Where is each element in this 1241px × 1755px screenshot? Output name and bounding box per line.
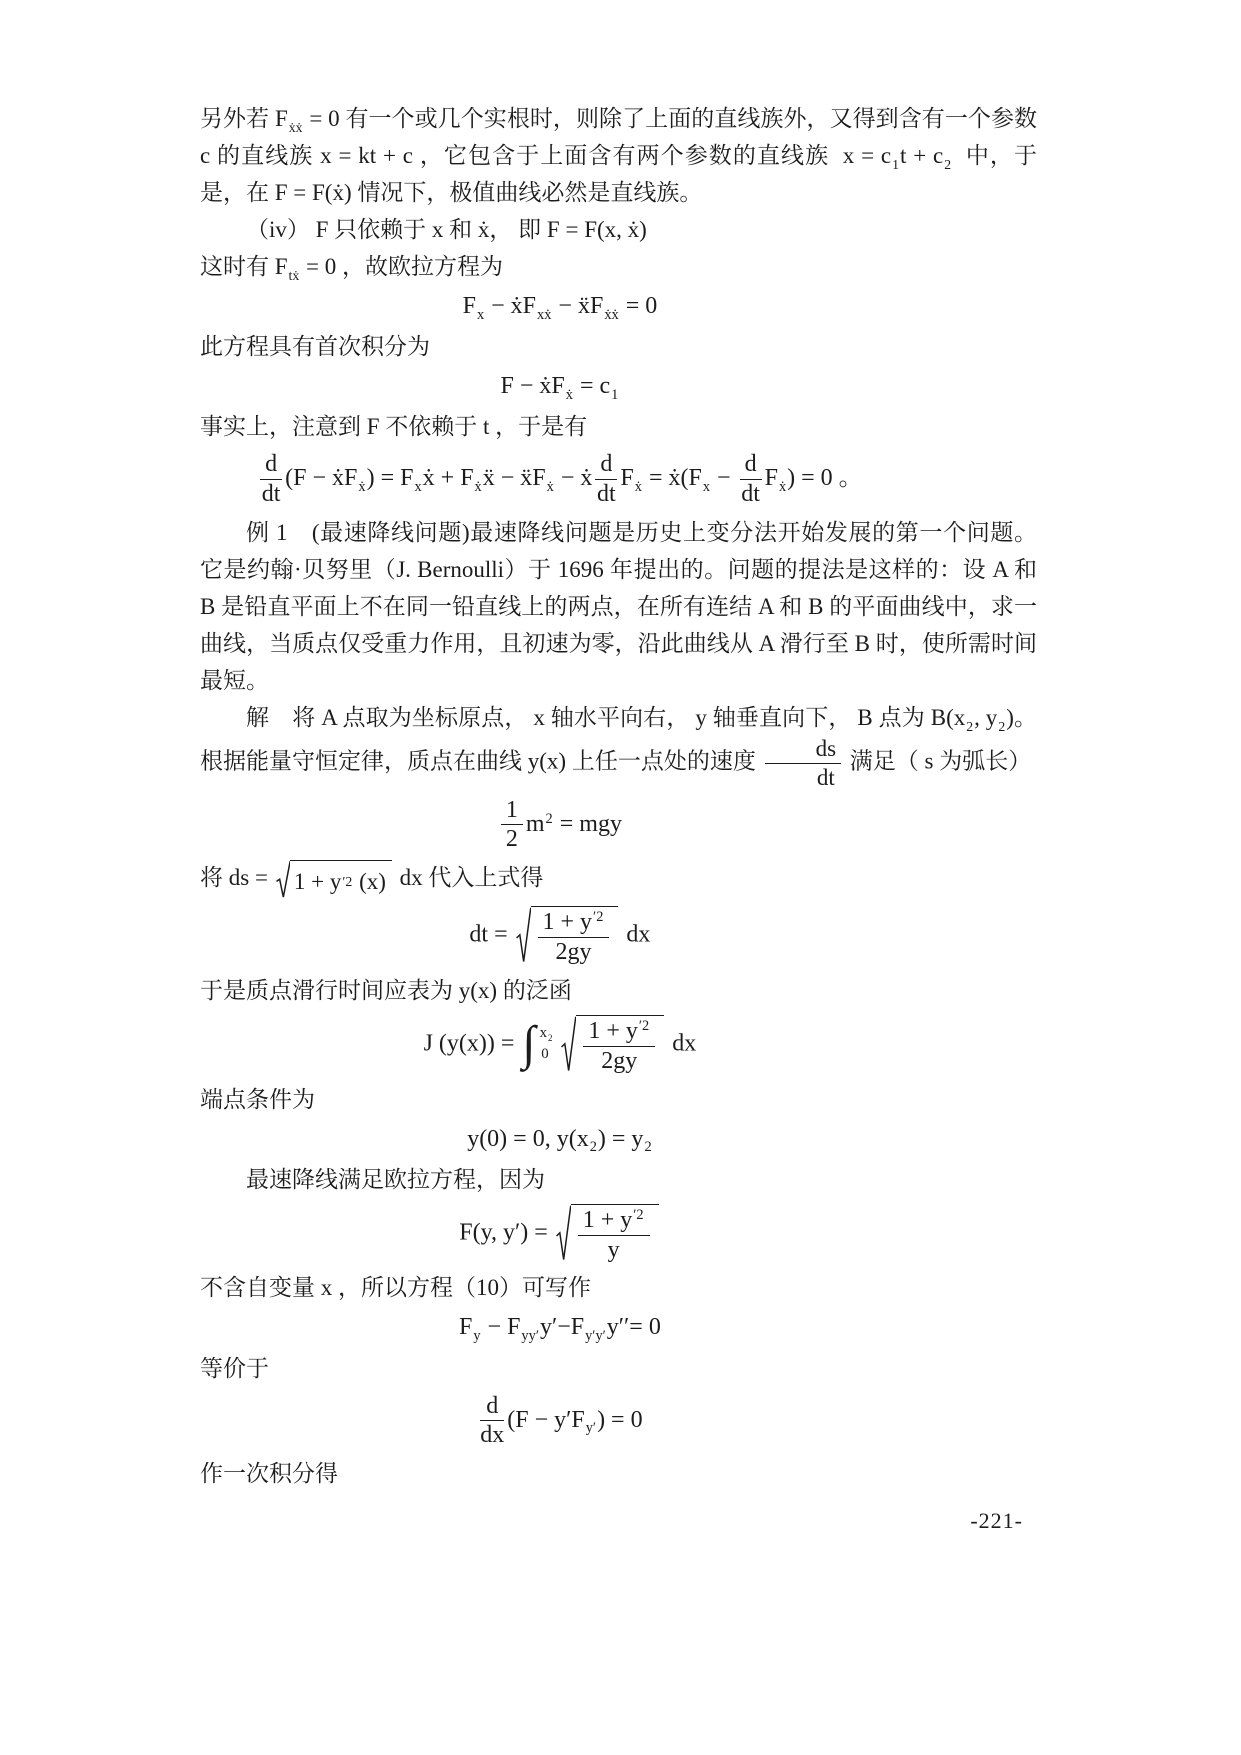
text-run: = 0 有一个或几个实根时，则除了上面的直线族外，又得到含有一个参数 c 的直线族 x = kt + c ，它包含于上面含有两个参数的直线族 x = c [200, 106, 1043, 168]
display-formula [200, 1312, 1037, 1343]
text-run: 等价于 [200, 1355, 269, 1381]
text-run: ds [815, 736, 837, 762]
display-formula [200, 291, 1037, 322]
square-root [556, 1204, 659, 1264]
text-run: t + c [900, 143, 944, 168]
subscript: ẋẋ [288, 119, 303, 135]
subscript: ẋ [546, 478, 554, 495]
text-run: y′−F [539, 1314, 585, 1341]
text-run: 满足（ s 为弧长） [844, 748, 1032, 774]
denominator [260, 480, 282, 508]
subscript: ẋ [634, 478, 642, 495]
subscript: yy′ [521, 1328, 539, 1345]
text-run: F [764, 465, 778, 492]
denominator [765, 764, 841, 791]
numerator [501, 797, 523, 826]
text-run: F [620, 465, 634, 492]
radical-symbol [556, 1204, 571, 1264]
subscript: 1 [611, 386, 619, 403]
subscript: ẋ [358, 478, 366, 495]
display-formula [200, 371, 1037, 402]
text-run: x [539, 1025, 548, 1042]
text-run: 1 + y [542, 909, 593, 936]
subscript: 2 [998, 718, 1006, 734]
paragraph [200, 1350, 1037, 1387]
text-run: F [462, 293, 476, 319]
text-run: J (y(x)) = [423, 1030, 521, 1057]
text-run: y′′= 0 [606, 1314, 661, 1341]
denominator [538, 938, 610, 966]
subscript: ẋẋ [604, 306, 619, 323]
text-run: 这时有 F [200, 254, 288, 279]
text-run: 将 ds = [200, 865, 274, 891]
paragraph [200, 211, 1037, 248]
text-run: dx 代入上式得 [393, 865, 544, 891]
numerator [765, 736, 841, 764]
text-run: − ẋ [554, 465, 593, 492]
text-run: 例 1 (最速降线问题)最速降线问题是历史上变分法开始发展的第一个问题。它是约翰·贝努里（J. Bernoulli）于 1696 年提出的。问题的提法是这样的：设 A 和 B 是铅直平面上不在同一铅直线上的两点，在所有连结 A 和 B 的平面曲线中，求一曲线，当质点仅受重力作用，且初速为零，沿此曲线从 A 滑行至 B 时，使所需时间最短。 [200, 520, 1043, 694]
text-run: ) = 0 。 [787, 465, 863, 492]
numerator [538, 909, 610, 938]
page-number: -221- [970, 1508, 1023, 1534]
text-run: F(y, y′) = [459, 1219, 554, 1246]
text-run: 1 + y [582, 1206, 633, 1233]
text-run: 另外若 F [200, 106, 288, 131]
fraction [583, 1018, 655, 1075]
subscript: 2 [589, 1139, 597, 1156]
fraction [501, 797, 523, 854]
integral-bounds [536, 1024, 558, 1065]
text-run: − ẋF [485, 293, 537, 319]
text-run: dx [620, 921, 651, 948]
text-run: 最速降线满足欧拉方程，因为 [246, 1166, 545, 1192]
display-formula [200, 906, 1037, 966]
text-run: 2gy [601, 1047, 638, 1074]
text-run: 0 [541, 1046, 549, 1063]
numerator [740, 451, 762, 480]
radicand [531, 906, 619, 966]
fraction [578, 1207, 650, 1264]
text-run: dt [816, 764, 835, 790]
paragraph [200, 1269, 1037, 1306]
text-run: 解 将 A 点取为坐标原点， x 轴水平向右， y 轴垂直向下， B 点为 B(x [246, 705, 966, 731]
paragraph [200, 514, 1043, 699]
denominator [480, 1421, 504, 1449]
text-run: , y [974, 705, 998, 731]
text-run: dt [261, 481, 281, 508]
superscript: ′2 [593, 909, 604, 926]
text-run: m [525, 810, 545, 837]
numerator [595, 451, 617, 480]
subscript: y′ [585, 1420, 597, 1437]
text-run: = 0 [619, 293, 658, 319]
subscript: 2 [548, 1032, 553, 1043]
display-formula [200, 1393, 1037, 1450]
text-run: 作一次积分得 [200, 1461, 338, 1487]
subscript: y′y′ [585, 1328, 606, 1345]
subscript: ẋ [474, 478, 482, 495]
text-run: = mgy [553, 810, 622, 837]
subscript: ẋ [565, 386, 573, 403]
paragraph [200, 248, 1037, 285]
fraction [740, 451, 762, 508]
text-run: （iv） F 只依赖于 x 和 ẋ， 即 F = F(x, ẋ) [246, 217, 647, 242]
subscript: xẋ [537, 306, 552, 323]
radical-symbol [561, 1015, 576, 1075]
radicand [571, 1204, 659, 1264]
text-run: (x) [353, 869, 386, 895]
numerator [583, 1018, 655, 1047]
radical-symbol [276, 860, 290, 900]
text-run: 不含自变量 x ，所以方程（10）可写作 [200, 1275, 591, 1301]
subscript: 2 [966, 718, 974, 734]
text-run: 1 [505, 796, 518, 823]
text-run: = 0 ，故欧拉方程为 [300, 254, 504, 279]
text-run: 端点条件为 [200, 1086, 315, 1112]
lower-bound [537, 1047, 554, 1062]
superscript: ′2 [638, 1017, 650, 1034]
denominator [501, 825, 523, 853]
subscript: x [414, 478, 422, 495]
text-run: dt [741, 481, 760, 508]
denominator [740, 480, 762, 508]
text-run: dx [666, 1030, 697, 1057]
numerator [578, 1207, 650, 1236]
superscript: ′2 [633, 1206, 644, 1223]
subscript: x [476, 306, 485, 323]
upper-bound [540, 1026, 554, 1042]
display-formula [200, 797, 1037, 854]
denominator [578, 1236, 650, 1264]
text-run: ẋ + F [422, 465, 474, 492]
display-formula [200, 1204, 1037, 1264]
paragraph [200, 408, 1037, 445]
fraction [765, 736, 841, 791]
text-run: 2 [505, 826, 518, 853]
text-run: dt = [469, 921, 514, 948]
square-root [276, 860, 392, 900]
text-run: 事实上，注意到 F 不依赖于 t ，于是有 [200, 414, 588, 440]
subscript: x [702, 478, 711, 495]
text-run: )。根据能量守恒定律，质点在曲线 y(x) 上任一点处的速度 [200, 705, 1038, 774]
subscript: 2 [944, 156, 952, 172]
text-run: = c [573, 373, 611, 400]
display-formula [200, 451, 1037, 508]
text-run: ) = y [597, 1125, 644, 1152]
numerator [260, 451, 282, 480]
text-run: = ẋ(F [642, 465, 702, 492]
text-run: F [458, 1314, 473, 1341]
fraction [595, 451, 617, 508]
text-run: ) = F [366, 465, 414, 492]
subscript: ẋ [778, 478, 787, 495]
subscript: y [473, 1328, 481, 1345]
text-run: dt [597, 481, 616, 508]
text-run: ) = 0 [597, 1406, 643, 1433]
paragraph [200, 699, 1037, 791]
text-run: (F − y′F [507, 1406, 585, 1433]
paragraph [200, 972, 1037, 1009]
text-run: 1 + y [293, 869, 342, 895]
text-run: − [711, 465, 737, 492]
paragraph [200, 1455, 1037, 1492]
superscript: ′2 [342, 873, 353, 889]
text-run: 中，于是，在 F = F(ẋ) 情况下，极值曲线必然是直线族。 [200, 143, 1037, 205]
denominator [595, 480, 617, 508]
text-run: y [607, 1236, 620, 1263]
radical-symbol [516, 906, 531, 966]
text-run: dx [480, 1422, 505, 1449]
text-run: ẍ − ẍF [482, 465, 546, 492]
superscript: 2 [545, 810, 553, 827]
text-run: F − ẋF [500, 373, 565, 400]
paragraph [200, 1081, 1037, 1118]
radicand [290, 860, 392, 900]
subscript: 1 [892, 156, 900, 172]
fraction [538, 909, 610, 966]
text-run: 2gy [555, 938, 592, 965]
square-root [516, 906, 619, 966]
integral-symbol: ∫ [522, 1017, 536, 1071]
text-run: d [486, 1392, 499, 1419]
display-formula [200, 1124, 1037, 1155]
text-run: 此方程具有首次积分为 [200, 334, 430, 360]
display-formula [200, 1015, 1037, 1075]
square-root [561, 1015, 664, 1075]
subscript: 2 [644, 1139, 652, 1156]
denominator [583, 1047, 655, 1075]
text-run: d [744, 451, 757, 478]
paragraph [200, 328, 1037, 365]
text-run: d [265, 451, 278, 478]
numerator [480, 1393, 504, 1422]
fraction [480, 1393, 504, 1450]
text-run: y(0) = 0, y(x [467, 1125, 589, 1152]
text-run: d [600, 451, 613, 478]
paragraph [200, 1161, 1037, 1198]
radicand [576, 1015, 664, 1075]
fraction [260, 451, 282, 508]
integral [522, 1017, 557, 1071]
text-run: 于是质点滑行时间应表为 y(x) 的泛函 [200, 977, 572, 1003]
text-run: (F − ẋF [285, 465, 358, 492]
paragraph [200, 100, 1043, 211]
text-run: − ẍF [552, 293, 604, 319]
paragraph [200, 859, 1037, 900]
text-run: − F [481, 1314, 521, 1341]
text-run: 1 + y [588, 1017, 638, 1044]
subscript: tẋ [288, 267, 300, 283]
